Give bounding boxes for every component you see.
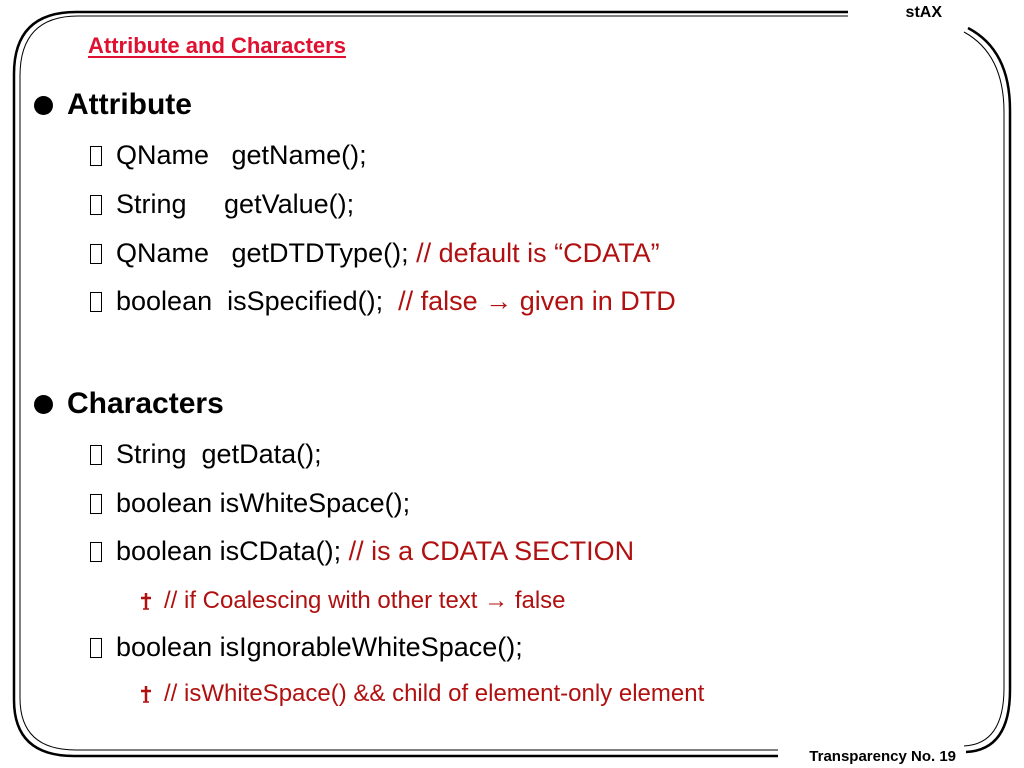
sub-list-item [138, 587, 566, 615]
list-item [90, 632, 523, 663]
item-code: QName getDTDType(); [116, 238, 417, 268]
missing-glyph-box-icon [90, 244, 102, 264]
section-heading-label: Characters [67, 387, 224, 420]
section-heading-attribute [34, 88, 192, 122]
missing-glyph-box-icon [90, 195, 102, 215]
missing-glyph-box-icon [90, 292, 102, 312]
item-code: String getData(); [116, 439, 322, 469]
item-code: boolean isWhiteSpace(); [116, 488, 411, 518]
section-heading-characters [34, 387, 224, 421]
list-item [90, 189, 354, 220]
item-comment: // default is “CDATA” [416, 238, 660, 268]
footer-label: Transparency No. 19 [809, 748, 956, 765]
missing-glyph-box-icon [90, 494, 102, 514]
item-code: QName getName(); [116, 140, 367, 170]
section-heading-label: Attribute [67, 88, 192, 121]
cross-icon [138, 591, 154, 611]
list-item [90, 238, 660, 269]
cross-icon [138, 684, 154, 704]
header-label: stAX [905, 4, 942, 21]
missing-glyph-box-icon [90, 638, 102, 658]
list-item [90, 140, 367, 171]
item-comment: // is a CDATA SECTION [348, 536, 635, 566]
sub-item-text: // if Coalescing with other text → false [164, 587, 566, 614]
item-code: String getValue(); [116, 189, 355, 219]
item-code: boolean isSpecified(); [116, 286, 399, 316]
filled-circle-icon [34, 395, 53, 414]
item-comment: // false → given in DTD [398, 286, 676, 316]
list-item [90, 286, 676, 317]
sub-item-text: // isWhiteSpace() && child of element-only element [164, 680, 705, 707]
missing-glyph-box-icon [90, 542, 102, 562]
slide-title: Attribute and Characters [88, 33, 346, 58]
item-code: boolean isCData(); [116, 536, 349, 566]
missing-glyph-box-icon [90, 146, 102, 166]
missing-glyph-box-icon [90, 445, 102, 465]
item-code: boolean isIgnorableWhiteSpace(); [116, 632, 523, 662]
sub-list-item [138, 680, 704, 708]
filled-circle-icon [34, 96, 53, 115]
list-item [90, 488, 410, 519]
list-item [90, 536, 634, 567]
list-item [90, 439, 322, 470]
